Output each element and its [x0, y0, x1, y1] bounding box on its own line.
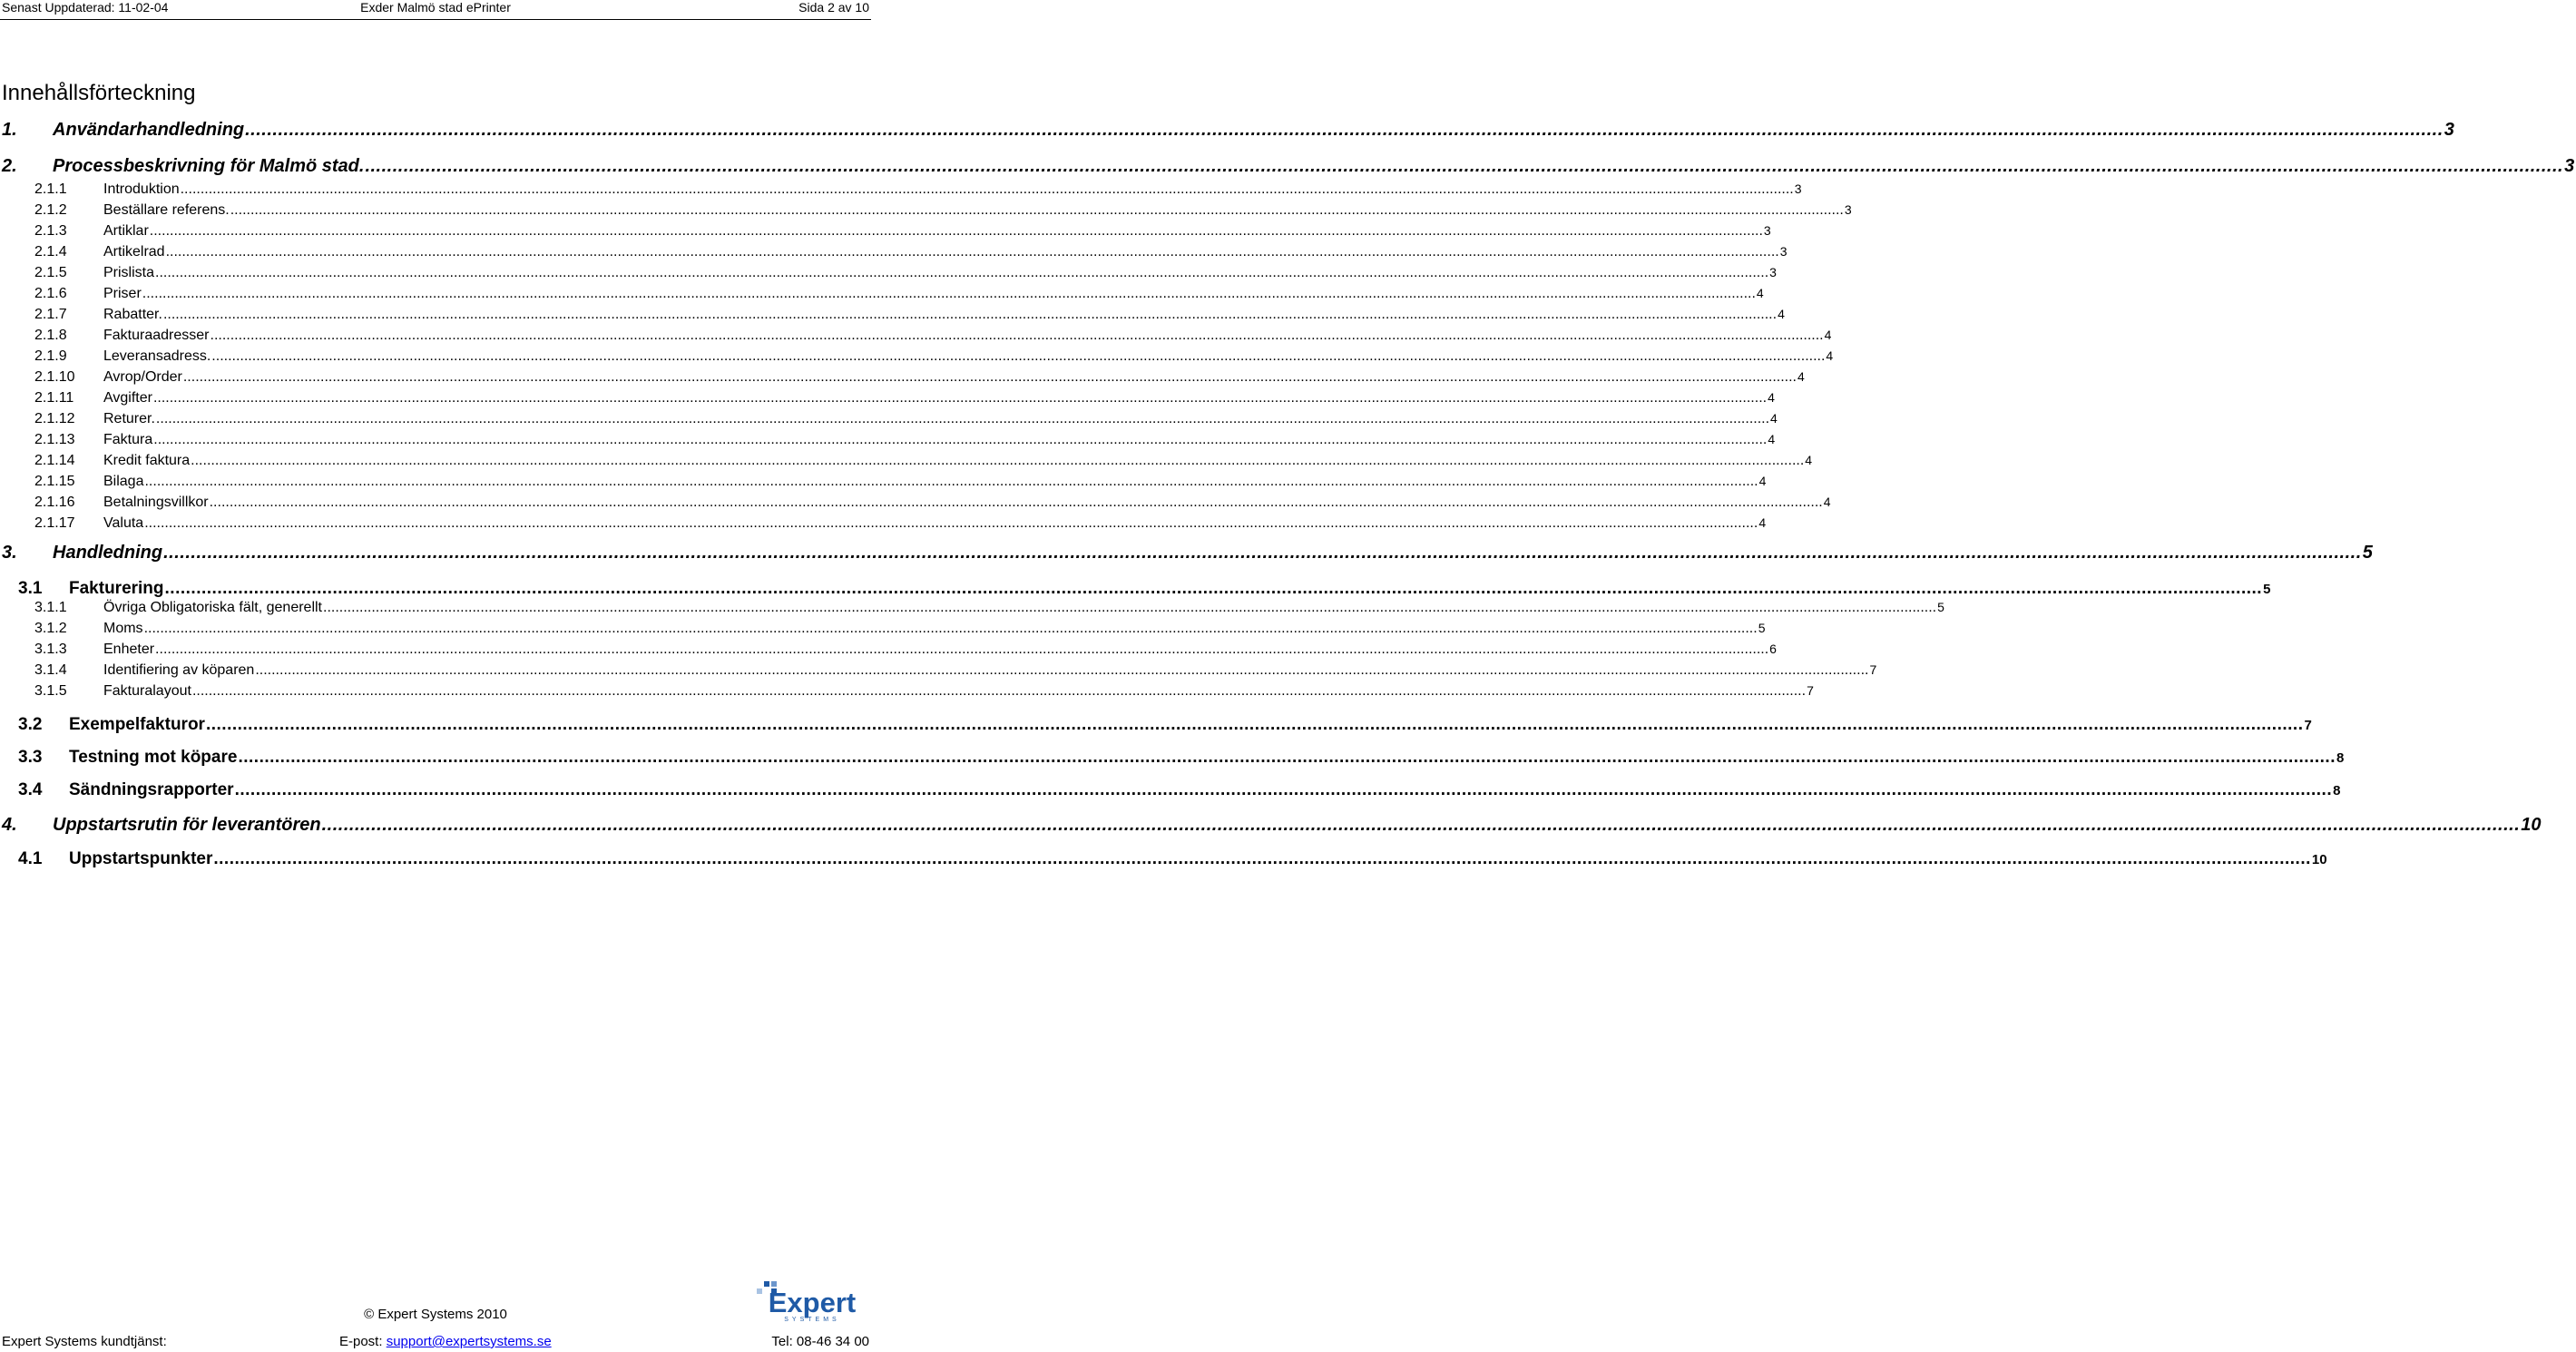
toc-entry-label: Identifiering av köparen [103, 662, 255, 678]
toc-entry-number: 2.1.10 [34, 369, 75, 385]
toc-entry-page: 10 [2311, 852, 2327, 867]
toc-leader-dots: ................................................................................................................................................................................................................................................................................................................................................................................................................ [155, 265, 1769, 280]
toc-entry-page: 3 [1763, 223, 1771, 238]
toc-leader-dots: ................................................................................................................................................................................................................................................................................................................................................................................................................ [323, 600, 1937, 615]
toc-entry-page: 4 [1758, 515, 1767, 530]
toc-leader-dots: ................................................................................................................................................................................................................................................................................................................................................................................................................ [255, 662, 1869, 678]
toc-entry[interactable] [0, 780, 2341, 800]
toc-entry-page: 5 [1937, 600, 1944, 614]
toc-entry-label: Användarhandledning [53, 120, 245, 140]
toc-leader-dots: ................................................................................................................................................................................................................................................................................................................................................................................................................ [191, 683, 1807, 699]
toc-entry-label: Testning mot köpare [69, 748, 238, 767]
toc-entry-page: 4 [1824, 328, 1832, 342]
toc-entry-number: 2.1.6 [34, 286, 67, 301]
toc-entry-label: Kredit faktura [103, 453, 191, 468]
toc-entry-page: 4 [1756, 286, 1764, 300]
toc-entry[interactable] [0, 202, 1852, 219]
toc-entry-number: 3.1.3 [34, 642, 67, 657]
toc-entry-label: Leveransadress. [103, 348, 211, 364]
footer-phone: Tel: 08-46 34 00 [771, 1334, 869, 1349]
toc-entry-number: 3.1.5 [34, 683, 67, 699]
toc-entry-label: Uppstartspunkter [69, 849, 213, 868]
toc-entry-page: 8 [2336, 750, 2345, 766]
toc-entry-label: Fakturalayout [103, 683, 191, 699]
toc-entry[interactable] [0, 307, 1785, 323]
toc-entry-page: 4 [1805, 453, 1813, 467]
toc-entry-label: Moms [103, 621, 143, 636]
toc-entry-label: Valuta [103, 515, 144, 531]
toc-entry-label: Priser [103, 286, 142, 301]
toc-entry[interactable] [0, 662, 1877, 679]
toc-entry-number: 2.1.8 [34, 328, 67, 343]
toc-entry-page: 10 [2521, 815, 2542, 835]
toc-entry[interactable] [0, 621, 1766, 637]
toc-leader-dots: ................................................................................................................................................................................................................................................................................................................................................................................................................ [163, 543, 2362, 563]
footer-email-label: E-post: [339, 1334, 383, 1349]
toc-entry-label: Prislista [103, 265, 155, 280]
toc-leader-dots: ................................................................................................................................................................................................................................................................................................................................................................................................................ [230, 202, 1844, 218]
toc-entry-number: 3.2 [18, 715, 43, 734]
toc-entry-number: 2.1.7 [34, 307, 67, 322]
toc-entry-label: Övriga Obligatoriska fält, generellt [103, 600, 322, 615]
toc-leader-dots: ................................................................................................................................................................................................................................................................................................................................................................................................................ [162, 307, 1778, 322]
toc-leader-dots: ................................................................................................................................................................................................................................................................................................................................................................................................................ [238, 748, 2336, 767]
toc-leader-dots: ................................................................................................................................................................................................................................................................................................................................................................................................................ [155, 642, 1769, 657]
toc-entry-label: Rabatter. [103, 307, 162, 322]
toc-entry-label: Artiklar [103, 223, 149, 239]
toc-leader-dots: ................................................................................................................................................................................................................................................................................................................................................................................................................ [165, 244, 1779, 260]
toc-entry-number: 2.1.3 [34, 223, 67, 239]
toc-entry[interactable] [0, 390, 1775, 407]
toc-entry[interactable] [0, 715, 2312, 735]
toc-entry-label: Betalningsvillkor [103, 495, 209, 510]
logo-word: Expert [768, 1287, 857, 1318]
toc-entry-number: 2.1.1 [34, 181, 67, 197]
header-updated: Senast Uppdaterad: 11-02-04 [2, 0, 169, 15]
toc-entry-number: 2.1.17 [34, 515, 75, 531]
toc-entry-number: 2.1.4 [34, 244, 67, 260]
toc-entry-number: 3.1.4 [34, 662, 67, 678]
header-page-number: Sida 2 av 10 [798, 0, 869, 15]
toc-entry-number: 2.1.5 [34, 265, 67, 280]
toc-leader-dots: ................................................................................................................................................................................................................................................................................................................................................................................................................ [245, 120, 2444, 140]
toc-entry-label: Introduktion [103, 181, 180, 197]
toc-entry-number: 2. [2, 156, 17, 176]
toc-entry-page: 6 [1769, 642, 1777, 656]
toc-entry[interactable] [0, 515, 1767, 532]
toc-entry-label: Handledning [53, 543, 163, 563]
toc-leader-dots: ................................................................................................................................................................................................................................................................................................................................................................................................................ [321, 815, 2521, 835]
toc-entry[interactable] [0, 265, 1777, 281]
toc-entry-number: 3. [2, 543, 17, 563]
toc-entry[interactable] [0, 328, 1832, 344]
page-header [0, 0, 871, 20]
toc-entry-page: 4 [1823, 495, 1831, 509]
toc-entry-number: 1. [2, 120, 17, 140]
toc-entry[interactable] [0, 600, 1944, 616]
toc-leader-dots: ................................................................................................................................................................................................................................................................................................................................................................................................................ [149, 223, 1763, 239]
toc-entry-page: 4 [1770, 411, 1778, 426]
footer-support-label: Expert Systems kundtjänst: [2, 1334, 167, 1349]
toc-entry-label: Beställare referens. [103, 202, 230, 218]
toc-entry[interactable] [0, 223, 1771, 240]
toc-entry[interactable] [0, 411, 1778, 427]
toc-entry[interactable] [0, 156, 2575, 177]
copyright-notice: © Expert Systems 2010 [364, 1307, 507, 1322]
toc-entry-page: 3 [1844, 202, 1852, 217]
toc-leader-dots: ................................................................................................................................................................................................................................................................................................................................................................................................................ [143, 621, 1758, 636]
toc-leader-dots: ................................................................................................................................................................................................................................................................................................................................................................................................................ [144, 515, 1758, 531]
toc-entry-page: 5 [1758, 621, 1766, 635]
toc-entry[interactable] [0, 286, 1764, 302]
toc-leader-dots: ................................................................................................................................................................................................................................................................................................................................................................................................................ [155, 411, 1770, 426]
toc-entry-page: 5 [2263, 582, 2271, 597]
toc-leader-dots: ................................................................................................................................................................................................................................................................................................................................................................................................................ [182, 369, 1797, 385]
toc-entry-label: Bilaga [103, 474, 144, 489]
toc-entry-page: 7 [2304, 718, 2312, 733]
toc-entry-page: 3 [2444, 120, 2454, 140]
footer-email [339, 1334, 552, 1349]
toc-entry-number: 2.1.15 [34, 474, 75, 489]
toc-leader-dots: ................................................................................................................................................................................................................................................................................................................................................................................................................ [205, 715, 2304, 734]
toc-entry-number: 4. [2, 815, 17, 835]
toc-leader-dots: ................................................................................................................................................................................................................................................................................................................................................................................................................ [191, 453, 1805, 468]
toc-entry-label: Faktura [103, 432, 153, 447]
toc-entry-label: Sändningsrapporter [69, 780, 234, 799]
toc-entry-number: 2.1.11 [34, 390, 74, 406]
toc-entry-page: 5 [2362, 543, 2373, 563]
toc-leader-dots: ................................................................................................................................................................................................................................................................................................................................................................................................................ [153, 432, 1768, 447]
toc-entry-label: Artikelrad [103, 244, 165, 260]
toc-entry[interactable] [0, 432, 1776, 448]
toc-leader-dots: ................................................................................................................................................................................................................................................................................................................................................................................................................ [365, 156, 2564, 176]
toc-entry[interactable] [0, 120, 2454, 141]
toc-leader-dots: ................................................................................................................................................................................................................................................................................................................................................................................................................ [211, 348, 1826, 364]
toc-entry-label: Exempelfakturor [69, 715, 205, 734]
toc-entry[interactable] [0, 579, 2271, 599]
toc-entry-page: 3 [2564, 156, 2575, 176]
toc-entry-label: Enheter [103, 642, 155, 657]
toc-entry-label: Fakturaadresser [103, 328, 210, 343]
toc-entry[interactable] [0, 474, 1767, 490]
toc-entry[interactable] [0, 849, 2327, 869]
toc-entry-page: 4 [1768, 432, 1776, 446]
toc-entry[interactable] [0, 683, 1814, 700]
toc-entry[interactable] [0, 369, 1805, 386]
toc-entry-page: 7 [1807, 683, 1814, 698]
toc-leader-dots: ................................................................................................................................................................................................................................................................................................................................................................................................................ [144, 474, 1758, 489]
toc-entry-number: 3.1.2 [34, 621, 67, 636]
toc-entry-number: 3.3 [18, 748, 43, 767]
header-document-name: Exder Malmö stad ePrinter [360, 0, 511, 15]
toc-entry-number: 4.1 [18, 849, 43, 868]
toc-entry-page: 4 [1797, 369, 1805, 384]
toc-entry-page: 4 [1758, 474, 1767, 488]
toc-entry-label: Returer. [103, 411, 155, 426]
toc-entry[interactable] [0, 543, 2373, 563]
toc-leader-dots: ................................................................................................................................................................................................................................................................................................................................................................................................................ [210, 328, 1824, 343]
toc-entry[interactable] [0, 815, 2542, 836]
toc-entry-page: 4 [1778, 307, 1785, 321]
toc-entry-page: 3 [1779, 244, 1788, 259]
toc-entry-page: 4 [1826, 348, 1834, 363]
toc-entry-number: 3.1.1 [34, 600, 67, 615]
toc-title: Innehållsförteckning [2, 81, 196, 105]
toc-entry[interactable] [0, 642, 1777, 658]
toc-entry-label: Uppstartsrutin för leverantören [53, 815, 321, 835]
toc-entry-label: Processbeskrivning för Malmö stad. [53, 156, 365, 176]
toc-entry[interactable] [0, 495, 1831, 511]
toc-entry-page: 3 [1794, 181, 1802, 196]
toc-leader-dots: ................................................................................................................................................................................................................................................................................................................................................................................................................ [209, 495, 1823, 510]
logo-sub: SYSTEMS [784, 1317, 840, 1323]
toc-leader-dots: ................................................................................................................................................................................................................................................................................................................................................................................................................ [180, 181, 1794, 197]
toc-entry-number: 2.1.9 [34, 348, 67, 364]
support-email-link[interactable]: support@expertsystems.se [386, 1334, 552, 1349]
toc-leader-dots: ................................................................................................................................................................................................................................................................................................................................................................................................................ [164, 579, 2263, 598]
toc-entry[interactable] [0, 244, 1788, 260]
toc-entry-page: 7 [1869, 662, 1877, 677]
toc-entry-label: Fakturering [69, 579, 164, 598]
toc-entry[interactable] [0, 181, 1802, 198]
toc-entry-number: 2.1.13 [34, 432, 75, 447]
toc-entry-number: 3.1 [18, 579, 43, 598]
toc-leader-dots: ................................................................................................................................................................................................................................................................................................................................................................................................................ [152, 390, 1768, 406]
toc-entry-label: Avgifter [103, 390, 152, 406]
toc-leader-dots: ................................................................................................................................................................................................................................................................................................................................................................................................................ [142, 286, 1756, 301]
toc-entry-page: 8 [2333, 783, 2341, 798]
toc-entry-number: 2.1.12 [34, 411, 75, 426]
toc-entry-page: 4 [1768, 390, 1775, 405]
toc-entry-number: 2.1.2 [34, 202, 67, 218]
toc-entry[interactable] [0, 348, 1834, 365]
toc-entry-page: 3 [1769, 265, 1777, 279]
toc-entry[interactable] [0, 453, 1813, 469]
toc-leader-dots: ................................................................................................................................................................................................................................................................................................................................................................................................................ [234, 780, 2333, 799]
toc-entry-number: 3.4 [18, 780, 43, 799]
toc-entry-number: 2.1.14 [34, 453, 75, 468]
toc-entry-label: Avrop/Order [103, 369, 182, 385]
toc-entry-number: 2.1.16 [34, 495, 75, 510]
toc-entry[interactable] [0, 748, 2345, 768]
toc-leader-dots: ................................................................................................................................................................................................................................................................................................................................................................................................................ [213, 849, 2311, 868]
